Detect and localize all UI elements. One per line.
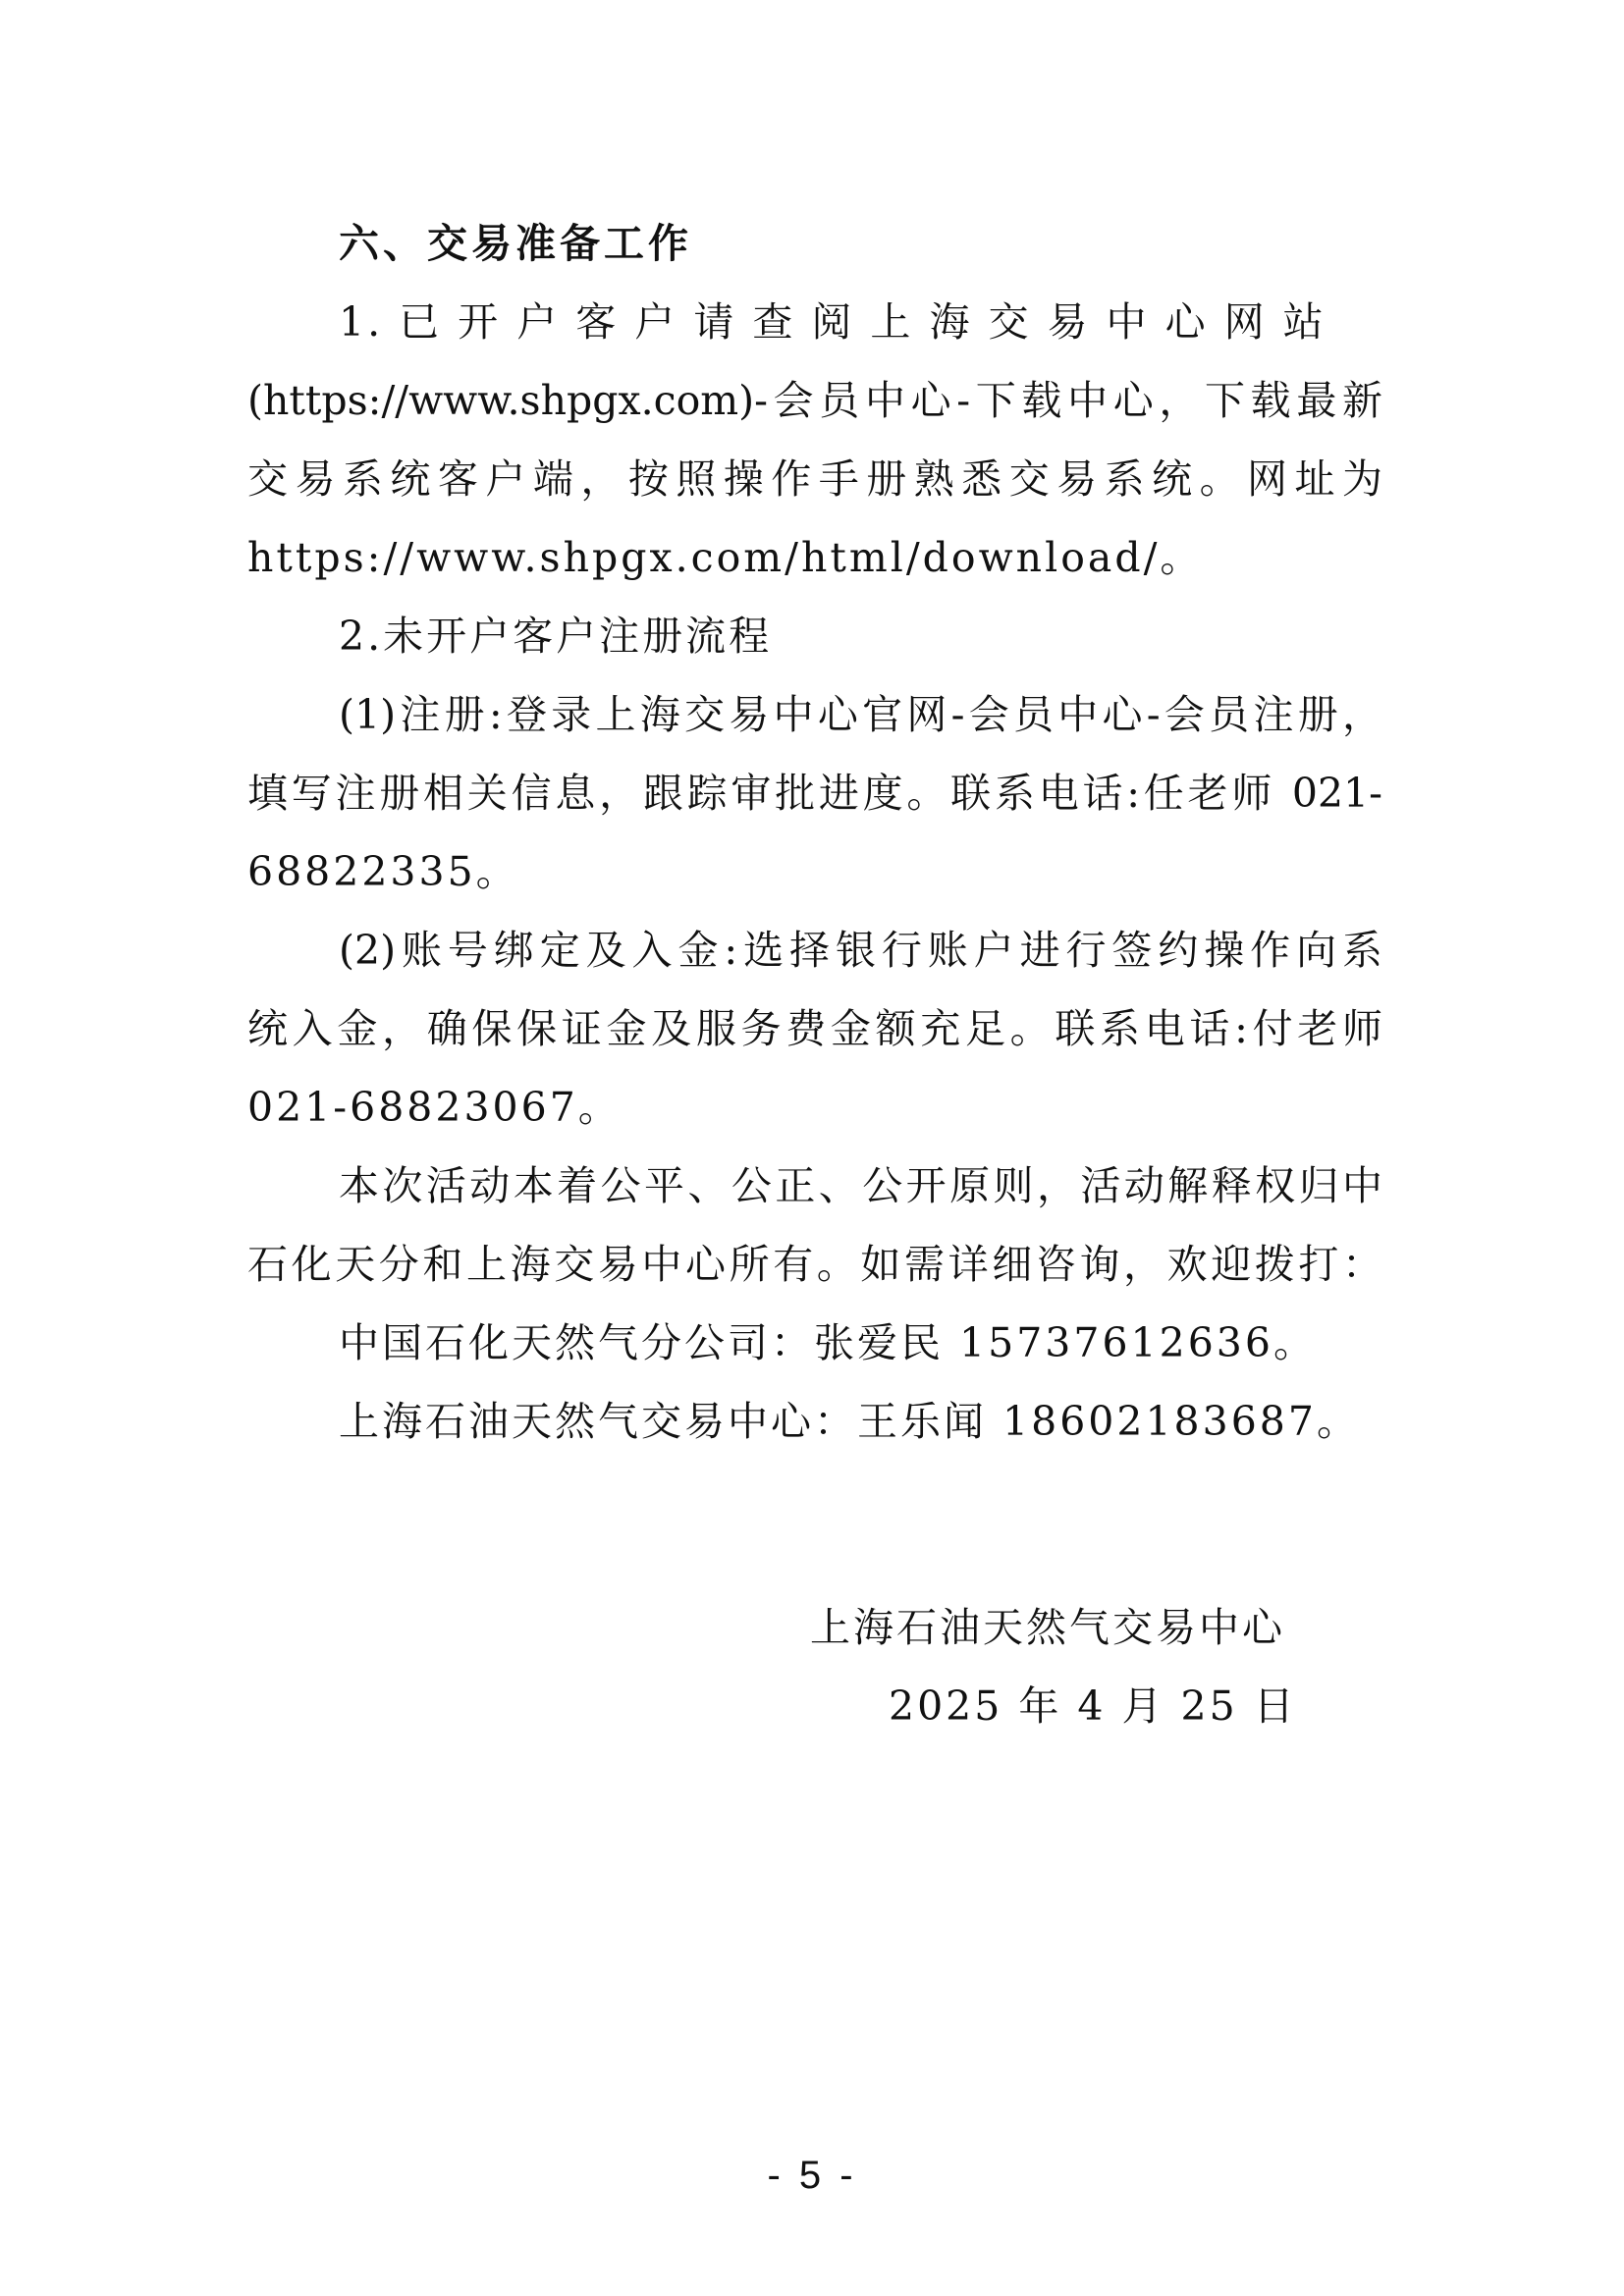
- step1-line-2: 填写注册相关信息，跟踪审批进度。联系电话:任老师 021-: [247, 770, 1382, 817]
- step2-line-3: 021-68823067。: [247, 1084, 622, 1131]
- signature-org: 上海石油天然气交易中心: [810, 1604, 1285, 1651]
- step1-line-1: (1)注册:登录上海交易中心官网-会员中心-会员注册，: [339, 691, 1382, 738]
- notice-line-2: 石化天分和上海交易中心所有。如需详细咨询，欢迎拨打：: [247, 1241, 1382, 1288]
- notice-line-1: 本次活动本着公平、公正、公开原则，活动解释权归中: [339, 1162, 1382, 1209]
- contact-sinopec: 中国石化天然气分公司：张爱民 15737612636。: [339, 1319, 1317, 1366]
- item1-line-3: 交易系统客户端，按照操作手册熟悉交易系统。网址为: [247, 455, 1382, 503]
- item1-line-2: (https://www.shpgx.com)-会员中心-下载中心，下载最新: [247, 377, 1382, 424]
- step1-line-3: 68822335。: [247, 848, 519, 895]
- step2-line-1: (2)账号绑定及入金:选择银行账户进行签约操作向系: [339, 927, 1382, 974]
- item1-line-1: 1. 已 开 户 客 户 请 查 阅 上 海 交 易 中 心 网 站: [339, 298, 1326, 346]
- item2-title: 2.未开户客户注册流程: [339, 613, 773, 660]
- contact-exchange: 上海石油天然气交易中心：王乐闻 18602183687。: [339, 1398, 1360, 1445]
- step2-line-2: 统入金，确保保证金及服务费金额充足。联系电话:付老师: [247, 1005, 1382, 1052]
- signature-date: 2025 年 4 月 25 日: [889, 1682, 1297, 1730]
- item1-line-4: https://www.shpgx.com/html/download/。: [247, 534, 1204, 581]
- page-number: - 5 -: [767, 2154, 857, 2197]
- section-heading: 六、交易准备工作: [339, 220, 692, 267]
